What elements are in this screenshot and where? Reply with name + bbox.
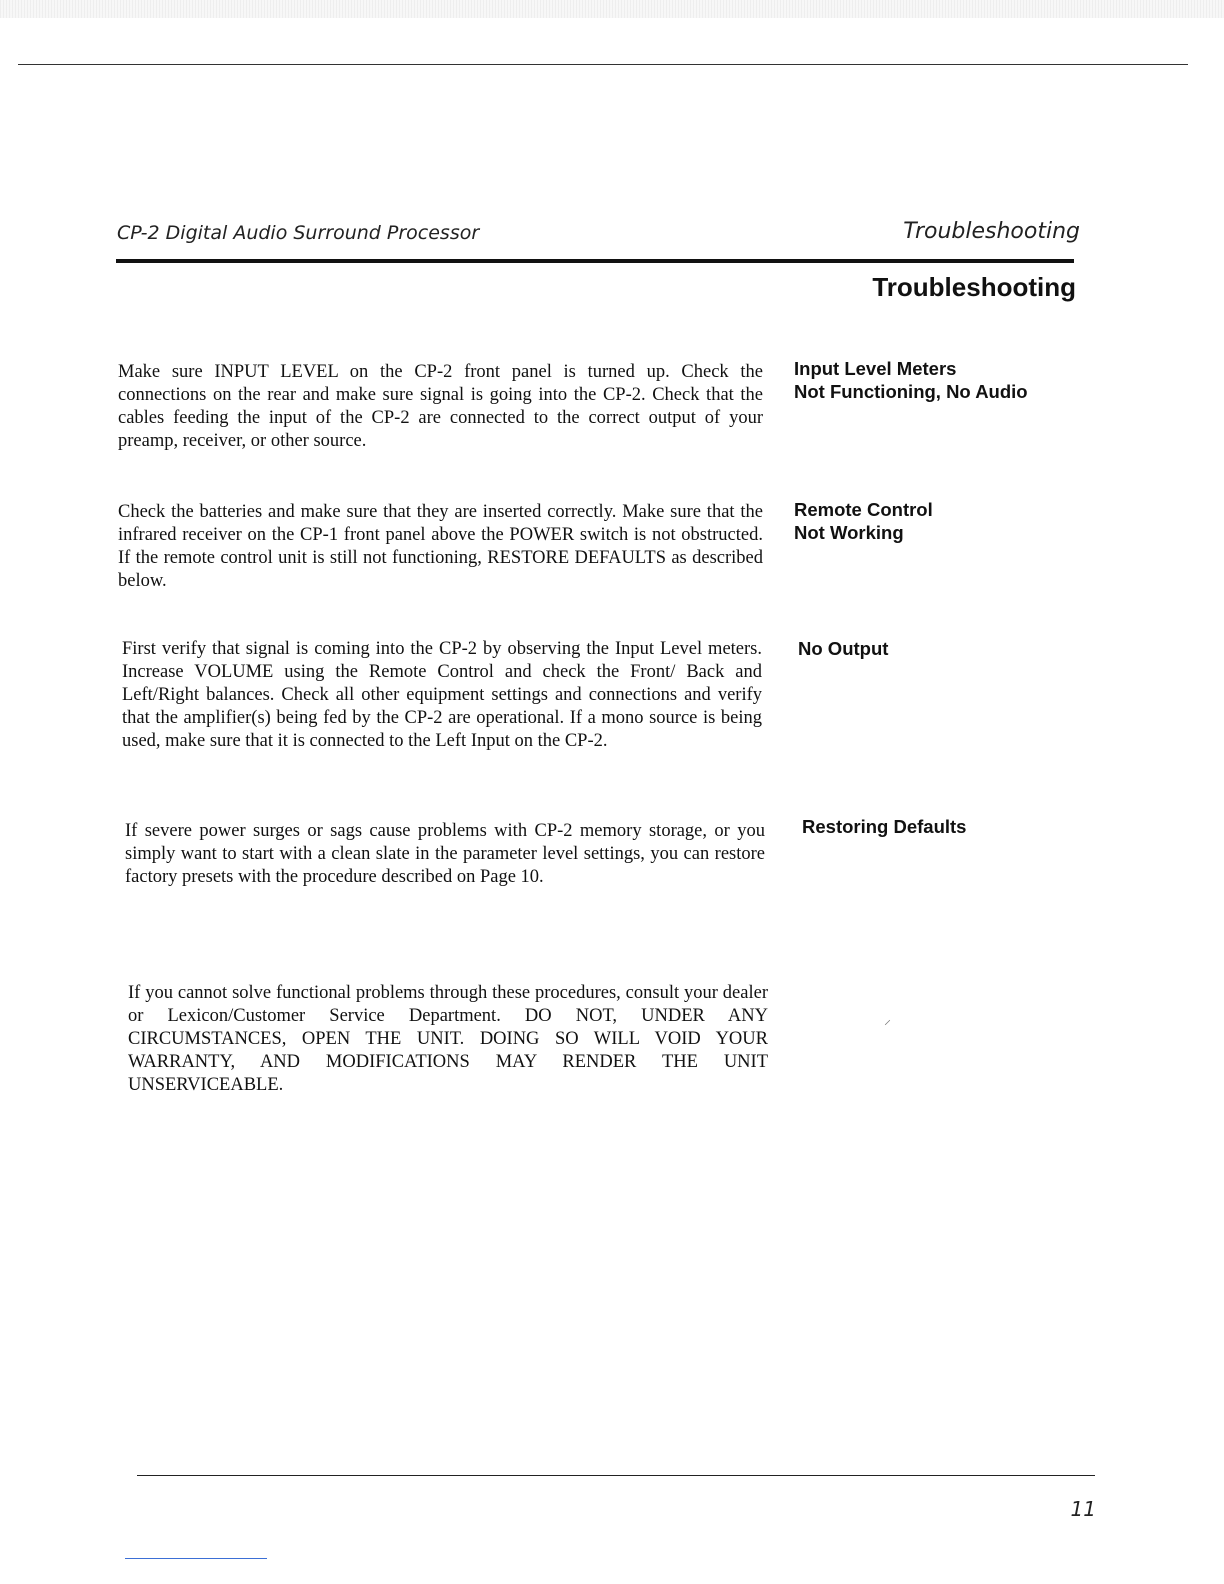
top-scan-rule [18, 64, 1188, 65]
section-input-level-heading [794, 357, 1094, 403]
closing-warning: If you cannot solve functional problems through these procedures, consult your dealer or Lexicon/Customer Service Department. DO NOT, UNDER ANY CIRCUMSTANCES, OPEN THE UNIT. DOING SO WILL VOID YOUR WARRANTY, AND MODIFICATIONS MAY RENDER THE UNIT UNSERVICEABLE. [128, 983, 768, 1095]
page-number: 11 [1070, 1497, 1096, 1521]
running-header-right: Troubleshooting [903, 219, 1080, 244]
heading-line: Not Functioning, No Audio [794, 381, 1028, 402]
section-no-output-body: First verify that signal is coming into the CP-2 by observing the Input Level meters. Increase VOLUME using the Remote Control and check the Front/ Back and Left/Right balances. Check all other equipment settings and connections and verify that the amplifier(s) being fed by the CP-2 are operational. If a mono source is being used, make sure that it is connected to the Left Input on the CP-2. [122, 639, 762, 751]
scan-blue-mark [125, 1558, 267, 1559]
running-header-left: CP-2 Digital Audio Surround Processor [117, 222, 480, 244]
heading-line: Restoring Defaults [802, 816, 967, 837]
heading-line: Remote Control [794, 499, 933, 520]
section-remote-control-heading [794, 498, 1094, 544]
section-remote-control-body: Check the batteries and make sure that they are inserted correctly. Make sure that the infrared receiver on the CP-1 front panel above the POWER switch is not obstructed. If the remote control unit is still not functioning, RESTORE DEFAULTS as described below. [118, 502, 763, 591]
heading-line: Input Level Meters [794, 358, 957, 379]
scan-edge [0, 0, 1224, 18]
section-no-output-heading [798, 637, 1098, 660]
footer-rule [137, 1475, 1095, 1476]
section-restoring-defaults-heading [802, 815, 1102, 838]
section-restoring-defaults-body: If severe power surges or sags cause problems with CP-2 memory storage, or you simply want to start with a clean slate in the parameter level settings, you can restore factory presets with the procedure described on Page 10. [125, 821, 765, 887]
page-title: Troubleshooting [872, 272, 1076, 302]
scan-mark: ⸝ [884, 1012, 891, 1028]
heading-line: No Output [798, 638, 889, 659]
header-rule [116, 259, 1074, 263]
heading-line: Not Working [794, 522, 904, 543]
section-input-level-body: Make sure INPUT LEVEL on the CP-2 front panel is turned up. Check the connections on the rear and make sure signal is going into the CP-2. Check that the cables feeding the input of the CP-2 are connected to the correct output of your preamp, receiver, or other source. [118, 362, 763, 451]
